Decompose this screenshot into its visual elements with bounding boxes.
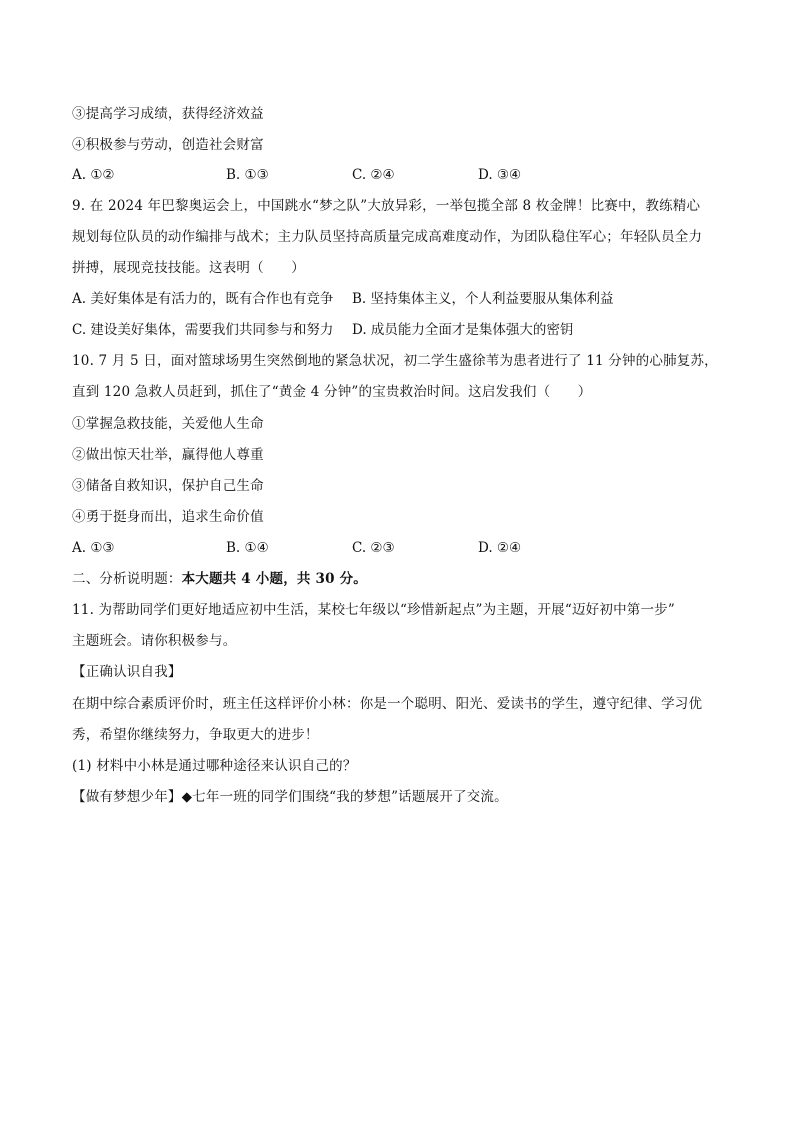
q8-option-d: D. ③④ [478, 167, 522, 183]
q9-options-row-2 [72, 321, 712, 339]
q8-option-item-4: ④积极参与劳动，创造社会财富 [72, 137, 264, 153]
q9-option-b: B. 坚持集体主义，个人利益要服从集体利益 [352, 291, 614, 307]
q8-option-a: A. ①② [72, 167, 115, 183]
q10-stem-line-2: 直到 120 急救人员赶到，抓住了“黄金 4 分钟”的宝贵救治时间。这启发我们（ ） [72, 384, 592, 400]
q10-stem-line-1: 10. 7 月 5 日，面对篮球场男生突然倒地的紧急状况，初二学生盛徐苇为患者进行了 11 分钟的心肺复苏， [72, 353, 718, 369]
q10-option-item-3: ③储备自救知识，保护自己生命 [72, 478, 264, 494]
q10-answer-options [72, 539, 592, 557]
q11-stem-line-2: 主题班会。请你积极参与。 [72, 633, 237, 649]
q10-option-d: D. ②④ [478, 540, 522, 556]
q9-stem-line-2: 规划每位队员的动作编排与战术；主力队员坚持高质量完成高难度动作，为团队稳住军心；年轻队员全力 [72, 229, 703, 245]
section-2-heading [72, 570, 367, 588]
q11-subsection-title-2: 【做有梦想少年】◆七年一班的同学们围绕“我的梦想”话题展开了交流。 [72, 789, 508, 805]
q9-stem-line-1: 9. 在 2024 年巴黎奥运会上，中国跳水“梦之队”大放异彩，一举包揽全部 8 枚金牌！比赛中，教练精心 [72, 198, 701, 214]
section-2-heading-prefix: 二、分析说明题： [72, 571, 182, 587]
q11-stem-line-1: 11. 为帮助同学们更好地适应初中生活，某校七年级以“珍惜新起点”为主题，开展“迈好初中第一步” [72, 602, 675, 618]
q11-material-line-1: 在期中综合素质评价时，班主任这样评价小林：你是一个聪明、阳光、爱读书的学生，遵守纪律、学习优 [72, 696, 703, 712]
q9-option-c: C. 建设美好集体，需要我们共同参与和努力 [72, 322, 334, 338]
section-2-heading-detail: 本大题共 4 小题，共 30 分。 [181, 571, 367, 587]
q10-option-c: C. ②③ [352, 540, 395, 556]
q11-subquestion-1: (1) 材料中小林是通过哪种途径来认识自己的？ [72, 758, 357, 774]
q10-option-b: B. ①④ [226, 540, 269, 556]
q11-subsection-title-1: 【正确认识自我】 [72, 664, 182, 680]
q9-options-row-1 [72, 290, 712, 308]
q11-material-line-2: 秀，希望你继续努力，争取更大的进步！ [72, 727, 319, 743]
q9-option-a: A. 美好集体是有活力的，既有合作也有竞争 [72, 291, 334, 307]
q10-option-item-4: ④勇于挺身而出，追求生命价值 [72, 509, 264, 525]
q8-option-b: B. ①③ [226, 167, 269, 183]
q8-option-c: C. ②④ [352, 167, 395, 183]
q10-option-a: A. ①③ [72, 540, 115, 556]
q10-option-item-1: ①掌握急救技能，关爱他人生命 [72, 416, 264, 432]
q8-option-item-3: ③提高学习成绩，获得经济效益 [72, 106, 264, 122]
q9-stem-line-3: 拼搏，展现竞技技能。这表明（ ） [72, 260, 305, 276]
q10-option-item-2: ②做出惊天壮举，赢得他人尊重 [72, 447, 264, 463]
q9-option-d: D. 成员能力全面才是集体强大的密钥 [352, 322, 574, 338]
q8-answer-options [72, 166, 592, 184]
